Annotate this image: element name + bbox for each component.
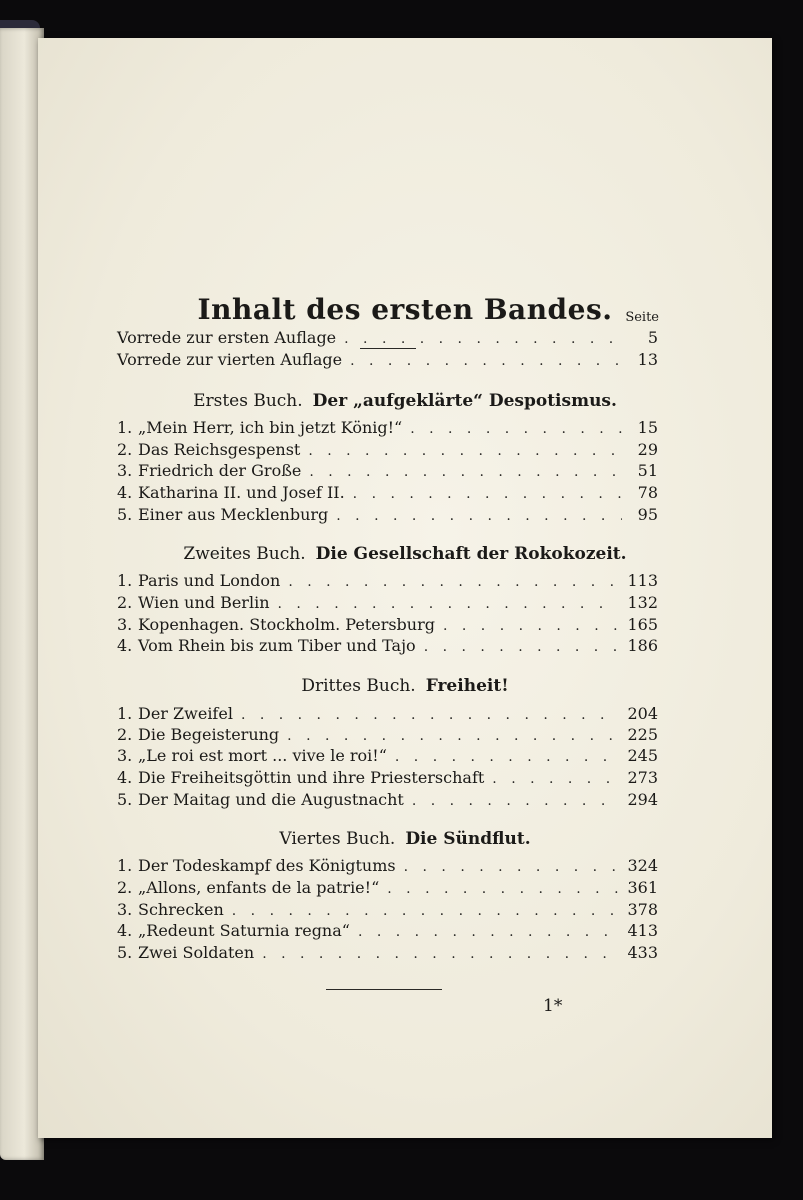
book-label: Zweites Buch. bbox=[183, 544, 306, 564]
toc-entry bbox=[117, 856, 658, 878]
toc-entry bbox=[117, 571, 658, 593]
toc-entry bbox=[117, 418, 658, 440]
toc-entry-page: 273 bbox=[627, 768, 658, 787]
chapter-number: 4. bbox=[117, 768, 133, 787]
toc-entry-page: 13 bbox=[637, 350, 658, 369]
chapter-number: 3. bbox=[117, 615, 133, 634]
leader-dots bbox=[404, 859, 620, 875]
leader-dots bbox=[350, 353, 622, 369]
toc-entry bbox=[117, 505, 658, 527]
chapter-number: 2. bbox=[117, 878, 133, 897]
toc-entry-page: 78 bbox=[637, 483, 658, 502]
book-page bbox=[38, 38, 772, 1138]
leader-dots bbox=[262, 946, 619, 962]
toc-entry-title: „Le roi est mort ... vive le roi!“ bbox=[138, 746, 387, 765]
toc-entry bbox=[117, 725, 658, 747]
book-label: Erstes Buch. bbox=[193, 391, 303, 411]
toc-entry-page: 51 bbox=[637, 461, 658, 480]
toc-entry-page: 225 bbox=[627, 725, 658, 744]
toc-entry-title: Der Zweifel bbox=[138, 704, 233, 723]
toc-entry-preface-1 bbox=[117, 328, 658, 350]
toc-entry-preface-2 bbox=[117, 350, 658, 372]
toc-entry-title: Die Begeisterung bbox=[138, 725, 280, 744]
chapter-number: 1. bbox=[117, 418, 133, 437]
leader-dots bbox=[424, 639, 620, 655]
toc-entry-title: Friedrich der Große bbox=[138, 461, 302, 480]
toc-entry-page: 5 bbox=[647, 328, 658, 347]
toc-entry-page: 245 bbox=[627, 746, 658, 765]
leader-dots bbox=[287, 728, 619, 744]
section-heading-book-1 bbox=[38, 391, 772, 411]
page-title: Inhalt des ersten Bandes. bbox=[197, 293, 613, 326]
toc-entry bbox=[117, 615, 658, 637]
chapter-number: 1. bbox=[117, 571, 133, 590]
leader-dots bbox=[308, 443, 622, 459]
toc-entry-title: Katharina II. und Josef II. bbox=[138, 483, 345, 502]
toc-entry-title: Der Todeskampf des Königtums bbox=[138, 856, 396, 875]
chapter-number: 2. bbox=[117, 593, 133, 612]
toc-entry-title: Paris und London bbox=[138, 571, 281, 590]
toc-entry-page: 433 bbox=[627, 943, 658, 962]
toc-entry bbox=[117, 921, 658, 943]
chapter-number: 3. bbox=[117, 746, 133, 765]
toc-entry bbox=[117, 943, 658, 965]
book-topic: Die Gesellschaft der Rokokozeit. bbox=[315, 544, 627, 564]
end-divider bbox=[326, 989, 442, 990]
toc-entry bbox=[117, 878, 658, 900]
chapter-number: 1. bbox=[117, 704, 133, 723]
chapter-number: 5. bbox=[117, 943, 133, 962]
toc-entry-title: Zwei Soldaten bbox=[138, 943, 255, 962]
toc-entry-page: 15 bbox=[637, 418, 658, 437]
toc-entry-title: Vorrede zur ersten Auflage bbox=[117, 328, 337, 347]
toc-entry-title: „Redeunt Saturnia regna“ bbox=[138, 921, 350, 940]
leader-dots bbox=[336, 508, 622, 524]
toc-entry bbox=[117, 768, 658, 790]
chapter-number: 2. bbox=[117, 440, 133, 459]
leader-dots bbox=[492, 771, 619, 787]
leader-dots bbox=[410, 421, 622, 437]
toc-entry-title: Der Maitag und die Augustnacht bbox=[138, 790, 404, 809]
toc-entry-title: „Mein Herr, ich bin jetzt König!“ bbox=[138, 418, 403, 437]
chapter-number: 5. bbox=[117, 505, 133, 524]
toc-entry bbox=[117, 790, 658, 812]
toc-entry-title: Vom Rhein bis zum Tiber und Tajo bbox=[138, 636, 416, 655]
book-label: Viertes Buch. bbox=[279, 829, 396, 849]
toc-entry-page: 186 bbox=[627, 636, 658, 655]
chapter-number: 5. bbox=[117, 790, 133, 809]
leader-dots bbox=[288, 574, 619, 590]
section-heading-book-3 bbox=[38, 676, 772, 696]
chapter-number: 4. bbox=[117, 636, 133, 655]
leader-dots bbox=[387, 881, 619, 897]
toc-entry-page: 361 bbox=[627, 878, 658, 897]
leader-dots bbox=[278, 596, 620, 612]
toc-entry-title: Vorrede zur vierten Auflage bbox=[117, 350, 343, 369]
leader-dots bbox=[241, 707, 620, 723]
leader-dots bbox=[344, 331, 622, 347]
book-topic: Der „aufgeklärte“ Despotismus. bbox=[312, 391, 617, 411]
toc-entry-title: Das Reichsgespenst bbox=[138, 440, 301, 459]
toc-entry-title: Einer aus Mecklenburg bbox=[138, 505, 329, 524]
toc-entry bbox=[117, 593, 658, 615]
toc-entry-page: 204 bbox=[627, 704, 658, 723]
book-topic: Freiheit! bbox=[425, 676, 509, 696]
section-heading-book-4 bbox=[38, 829, 772, 849]
toc-entry-page: 95 bbox=[637, 505, 658, 524]
leader-dots bbox=[358, 924, 620, 940]
printer-signature: 1* bbox=[543, 996, 563, 1016]
toc-entry bbox=[117, 483, 658, 505]
book-topic: Die Sündflut. bbox=[405, 829, 531, 849]
page-column-label: Seite bbox=[625, 310, 659, 325]
toc-entry bbox=[117, 900, 658, 922]
toc-entry-page: 294 bbox=[627, 790, 658, 809]
toc-entry-title: Wien und Berlin bbox=[138, 593, 270, 612]
toc-entry-title: Schrecken bbox=[138, 900, 224, 919]
toc-entry-page: 132 bbox=[627, 593, 658, 612]
chapter-number: 4. bbox=[117, 921, 133, 940]
chapter-number: 4. bbox=[117, 483, 133, 502]
chapter-number: 3. bbox=[117, 461, 133, 480]
leader-dots bbox=[395, 749, 620, 765]
toc-entry bbox=[117, 704, 658, 726]
leader-dots bbox=[443, 618, 619, 634]
toc-entry bbox=[117, 636, 658, 658]
section-heading-book-2 bbox=[38, 544, 772, 564]
leader-dots bbox=[232, 903, 620, 919]
toc-entry-title: Kopenhagen. Stockholm. Petersburg bbox=[138, 615, 435, 634]
leader-dots bbox=[309, 464, 622, 480]
toc-entry bbox=[117, 440, 658, 462]
toc-entry-page: 413 bbox=[627, 921, 658, 940]
toc-entry-page: 113 bbox=[627, 571, 658, 590]
chapter-number: 1. bbox=[117, 856, 133, 875]
toc-entry bbox=[117, 746, 658, 768]
leader-dots bbox=[412, 793, 620, 809]
book-label: Drittes Buch. bbox=[301, 676, 416, 696]
toc-entry-page: 378 bbox=[627, 900, 658, 919]
chapter-number: 3. bbox=[117, 900, 133, 919]
leader-dots bbox=[353, 486, 622, 502]
toc-entry bbox=[117, 461, 658, 483]
toc-entry-page: 165 bbox=[627, 615, 658, 634]
toc-entry-page: 29 bbox=[637, 440, 658, 459]
toc-entry-page: 324 bbox=[627, 856, 658, 875]
toc-entry-title: „Allons, enfants de la patrie!“ bbox=[138, 878, 380, 897]
toc-entry-title: Die Freiheitsgöttin und ihre Priesterschaft bbox=[138, 768, 485, 787]
chapter-number: 2. bbox=[117, 725, 133, 744]
